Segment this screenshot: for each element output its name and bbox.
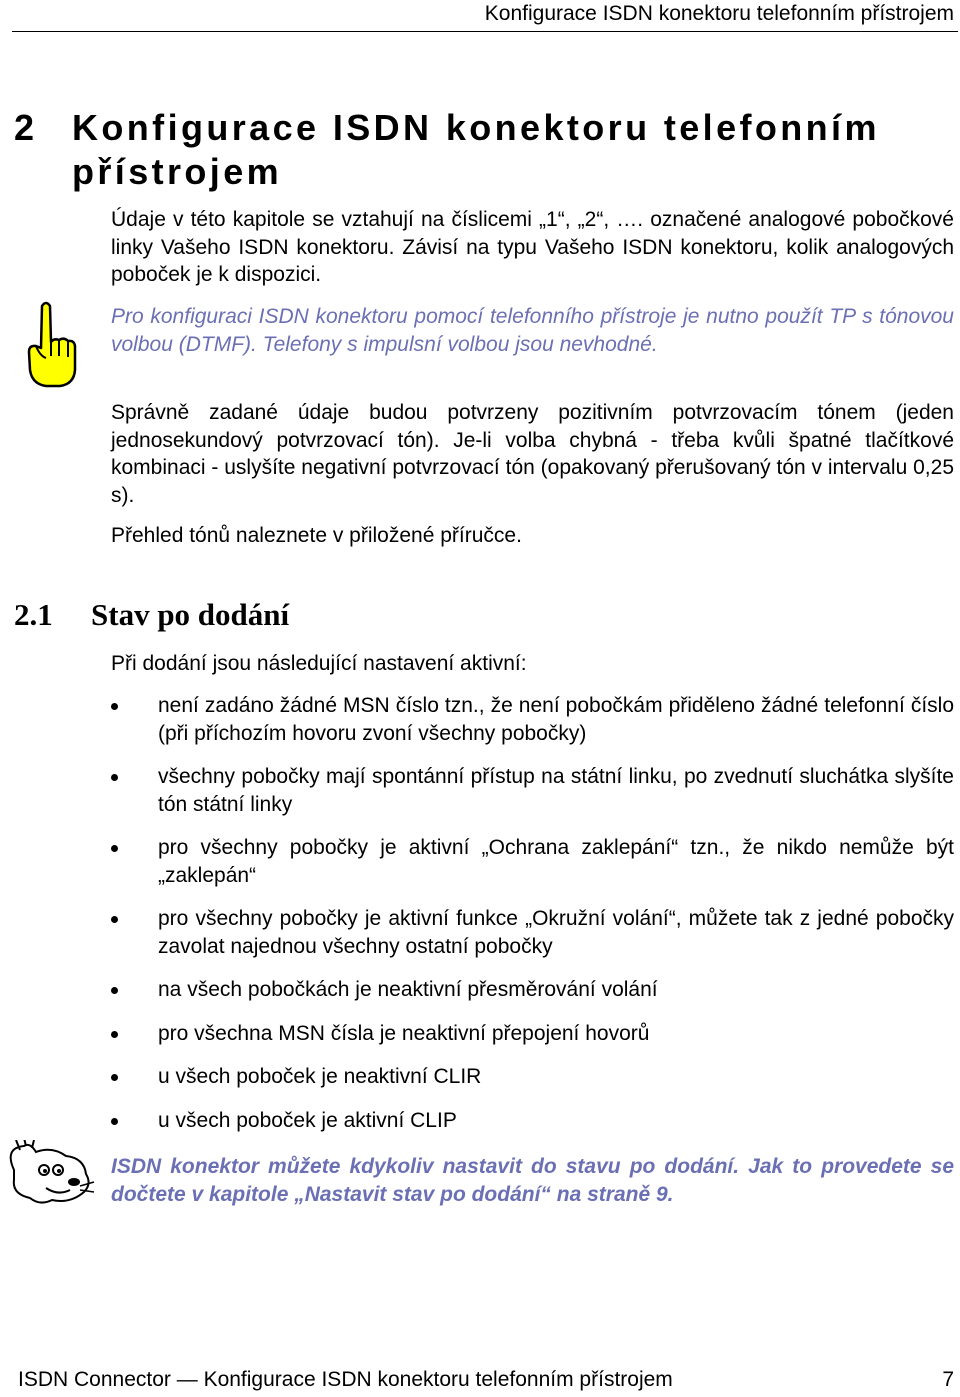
section-number: 2.1 <box>14 597 53 632</box>
intro-paragraph: Údaje v této kapitole se vztahují na číslicemi „1“, „2“, …. označené analogové pobočkové linky Vašeho ISDN konektoru. Závisí na typu Vašeho ISDN konektoru, kolik analogových poboček je k dispozici. <box>111 208 954 286</box>
list-item: u všech poboček je neaktivní CLIR <box>111 1063 954 1091</box>
bullet-icon <box>111 1031 118 1038</box>
bullet-icon <box>111 1074 118 1081</box>
pointing-hand-icon <box>24 300 78 390</box>
bullet-icon <box>111 774 118 781</box>
chapter-title: Konfigurace ISDN konektoru telefonním přístrojem <box>72 107 880 192</box>
chapter-number: 2 <box>14 107 35 148</box>
bullet-icon <box>111 845 118 852</box>
confirm-paragraph: Správně zadané údaje budou potvrzeny pozitivním potvrzovacím tónem (jeden jednosekundový potvrzovací tón). Je-li volba chybná - třeba kvůli špatné tlačítkové kombinaci - uslyšíte negativní potvrzovací tón (opakovaný přerušovaný tón v intervalu 0,25 s). <box>111 401 954 507</box>
section-heading <box>14 597 954 633</box>
section-intro: Při dodání jsou následující nastavení aktivní: <box>111 652 527 675</box>
list-item: na všech pobočkách je neaktivní přesměrování volání <box>111 976 954 1004</box>
reset-tip: ISDN konektor můžete kdykoliv nastavit do stavu po dodání. Jak to provedete se dočtete v kapitole „Nastavit stav po dodání“ na straně 9. <box>111 1155 954 1206</box>
overview-paragraph: Přehled tónů naleznete v přiložené příručce. <box>111 524 522 547</box>
list-item: pro všechny pobočky je aktivní „Ochrana zaklepání“ tzn., že nikdo nemůže být „zaklepán“ <box>111 834 954 889</box>
chapter-heading <box>14 106 954 194</box>
list-item: pro všechna MSN čísla je neaktivní přepojení hovorů <box>111 1020 954 1048</box>
mascot-icon <box>0 1140 96 1210</box>
list-item: není zadáno žádné MSN číslo tzn., že není pobočkám přiděleno žádné telefonní číslo (při příchozím hovoru zvoní všechny pobočky) <box>111 692 954 747</box>
footer-text: ISDN Connector — Konfigurace ISDN konektoru telefonním přístrojem <box>18 1368 673 1391</box>
page-number: 7 <box>942 1368 954 1391</box>
bullet-icon <box>111 703 118 710</box>
bullet-icon <box>111 987 118 994</box>
list-item: všechny pobočky mají spontánní přístup na státní linku, po zvednutí sluchátka slyšíte tón státní linky <box>111 763 954 818</box>
list-item: pro všechny pobočky je aktivní funkce „Okružní volání“, můžete tak z jedné pobočky zavolat najednou všechny ostatní pobočky <box>111 905 954 960</box>
section-title: Stav po dodání <box>91 597 290 632</box>
header-title: Konfigurace ISDN konektoru telefonním přístrojem <box>484 2 954 25</box>
bullet-icon <box>111 1118 118 1125</box>
bullet-icon <box>111 916 118 923</box>
list-item: u všech poboček je aktivní CLIP <box>111 1107 954 1135</box>
default-settings-list <box>111 692 954 1134</box>
dtmf-note: Pro konfiguraci ISDN konektoru pomocí telefonního přístroje je nutno použít TP s tónovou volbou (DTMF). Telefony s impulsní volbou jsou nevhodné. <box>111 305 954 356</box>
header-rule <box>12 31 958 32</box>
